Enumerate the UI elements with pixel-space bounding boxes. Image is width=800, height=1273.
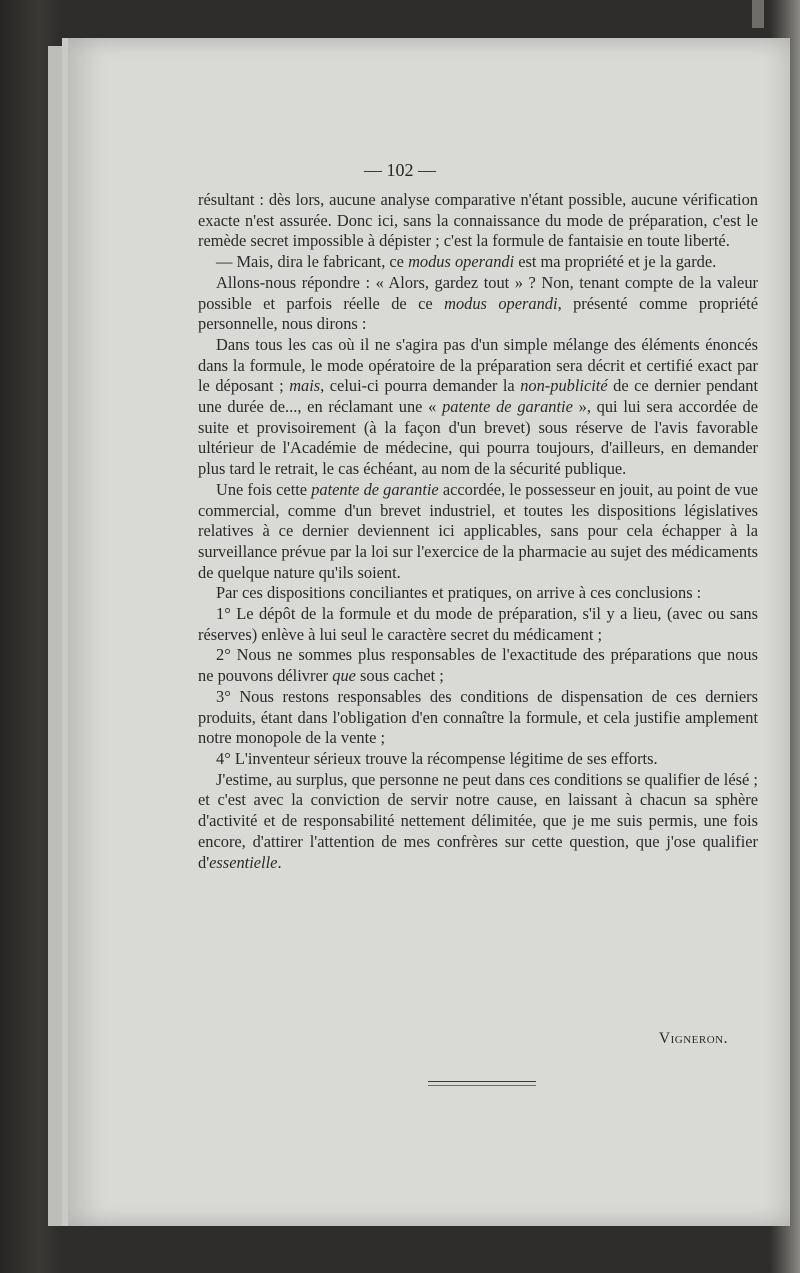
book-edge — [752, 0, 764, 28]
paragraph-6: Par ces dispositions conciliantes et pratiques, on arrive à ces conclusions : — [216, 583, 702, 603]
paragraph-5: Une fois cette patente de garantie accordée, le possesseur en jouit, au point de vue commercial, comme d'un brevet industriel, et toutes les dispositions législatives relatives à ce dernier deviennent ici applicables, sans pour cela échapper à la surveillance prévue par la loi sur l'exercice de la pharmacie au sujet des médicaments de quelque nature qu'ils soient. — [198, 479, 759, 582]
conclusion-4: 4° L'inventeur sérieux trouve la récompense légitime de ses efforts. — [216, 748, 658, 768]
end-rule-secondary — [428, 1085, 536, 1086]
author-signature: Vigneron. — [658, 1030, 728, 1047]
conclusion-2: 2° Nous ne sommes plus responsables de l'exactitude des préparations que nous ne pouvons délivrer que sous cachet ; — [198, 645, 758, 686]
conclusion-1: 1° Le dépôt de la formule et du mode de préparation, s'il y a lieu, (avec ou sans réserves) enlève à lui seul le caractère secret du médicament ; — [198, 604, 758, 644]
page-number: — 102 — — [364, 160, 436, 180]
paragraph-3: Allons-nous répondre : « Alors, gardez tout » ? Non, tenant compte de la valeur possible et parfois réelle de ce modus operandi, présenté comme propriété personnelle, nous dirons : — [198, 272, 758, 334]
end-rule — [428, 1081, 536, 1082]
body-text — [198, 190, 758, 873]
page-margin-strip — [48, 46, 62, 1226]
paragraph-final: J'estime, au surplus, que personne ne peut dans ces conditions se qualifier de lésé ; et c'est avec la conviction de servir notre cause, en laissant à chacun sa sphère d'activité et de responsabilité nettement délimitée, que je me suis permis, une fois encore, d'attirer l'attention de mes confrères sur cette question, que j'ose qualifier d'essentielle. — [198, 769, 758, 872]
paragraph-1: résultant : dès lors, aucune analyse comparative n'étant possible, aucune vérification exacte n'est assurée. Donc ici, sans la connaissance du mode de préparation, c'est le remède secret impossible à dépister ; c'est la formule de fantaisie en toute liberté. — [198, 190, 758, 251]
paragraph-2: — Mais, dira le fabricant, ce modus operandi est ma propriété et je la garde. — [216, 252, 717, 272]
paragraph-4: Dans tous les cas où il ne s'agira pas d'un simple mélange des éléments énoncés dans la formule, le mode opératoire de la préparation sera décrit et certifié exact par le déposant ; mais, celui-ci pourra demander la non-publicité de ce dernier pendant une durée de..., en réclamant une « patente de garantie », qui lui sera accordée de suite et provisoirement (à la façon d'un brevet) sous réserve de l'avis favorable ultérieur de l'Académie de médecine, qui pourra toujours, d'ailleurs, en demander plus tard le retrait, le cas échéant, au nom de la sécurité publique. — [198, 334, 758, 479]
conclusion-3: 3° Nous restons responsables des conditions de dispensation de ces derniers produits, étant dans l'obligation d'en connaître la formule, et cela justifie amplement notre monopole de la vente ; — [198, 686, 758, 748]
